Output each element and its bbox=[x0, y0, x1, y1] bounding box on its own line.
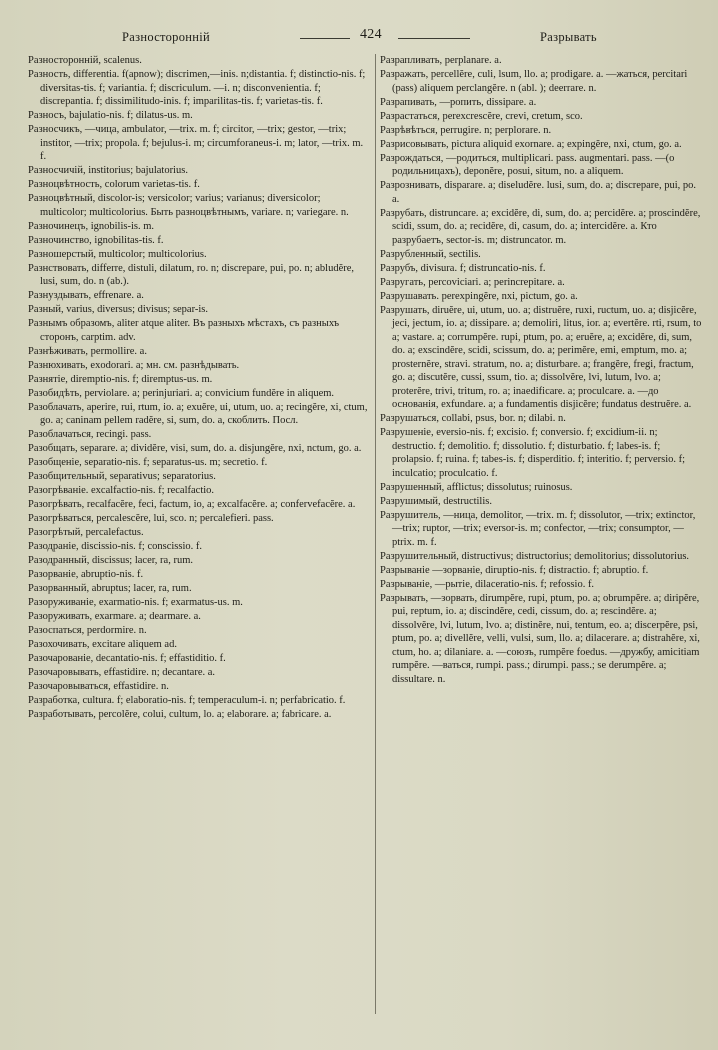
header-left-guide-word: Разносторонній bbox=[122, 30, 211, 44]
dictionary-entry: Разобщеніе, separatio-nis. f; separatus-us. m; secretio. f. bbox=[28, 457, 268, 468]
dictionary-entry: Разорваніе, abruptio-nis. f. bbox=[28, 569, 144, 580]
dictionary-entry: Разоруживать, exarmare. a; dearmare. a. bbox=[28, 611, 201, 622]
dictionary-entry: Разочаровывать, effastidire. n; decantare. a. bbox=[28, 667, 216, 678]
dictionary-entry: Разрубать, distruncare. a; excidĕre, di, sum, do. a; percidĕre. a; proscindĕre, scidi, ssum, do. a; recidĕre, di, casum, do. a; intercidĕre. a. Кто разрубаетъ, sector-is. m; distruncator. m. bbox=[380, 207, 701, 246]
dictionary-entry: Разный, varius, diversus; divisus; separ-is. bbox=[28, 304, 209, 315]
dictionary-entry: Разодраніе, discissio-nis. f; conscissio. f. bbox=[28, 541, 202, 552]
dictionary-entry: Разоблачать, aperire, rui, rtum, io. a; exuĕre, ui, utum, uo. a; recingĕre, xi, ctum, go. a; caninam pellem radĕre, si, sum, do. a, скоблить. Посл. bbox=[28, 401, 368, 426]
page-number: 424 bbox=[360, 27, 382, 42]
dictionary-entry: Разрушенный, afflictus; dissolutus; ruinosus. bbox=[380, 481, 573, 493]
dictionary-entry: Разодранный, discissus; lacer, ra, rum. bbox=[28, 555, 194, 566]
dictionary-entry: Разобидѣть, perviolare. a; perinjuriari. a; convicium fundĕre in aliquem. bbox=[28, 387, 335, 399]
dictionary-entry: Разочаровываться, effastidire. n. bbox=[28, 681, 169, 692]
dictionary-entry: Разнѣживать, permollire. a. bbox=[28, 345, 147, 357]
dictionary-entry: Разогрѣтый, percalefactus. bbox=[28, 527, 144, 538]
dictionary-entry: Разрознивать, disparare. a; diseludĕre. lusi, sum, do. a; discrepare, pui, po. a. bbox=[380, 180, 697, 205]
dictionary-entry: Разрапивать, —ропить, dissipare. a. bbox=[380, 96, 537, 108]
dictionary-entry: Разрывать, —зорвать, dirumpĕre, rupi, ptum, po. a; obrumpĕre. a; diripĕre, pui, reptum, io. a; discindĕre, cedi, cissum, do. a; rescindĕre. a; dissolvĕre, lvi, lutum, lvo. a; distinĕre, nui, tentum, eo. a; discerpĕre, psi, ptum, po. a; divellĕre, velli, vulsi, sum, llo. a; dilacerare. a; distrahĕre, xi, ctum, ho. a; dilaniare. a. —союзъ, rumpĕre foedus. —дружбу, amicitiam rumpĕre. —ваться, rumpi. pass.; dirumpi. pass.; se derumpĕre. a; dissultare. n. bbox=[380, 592, 700, 685]
dictionary-entry: Разрастаться, perexcrescĕre, crevi, cretum, sco. bbox=[380, 110, 583, 122]
dictionary-entry: Разоблачаться, recingi. pass. bbox=[28, 429, 152, 440]
dictionary-entry: Разнуздывать, effrenare. a. bbox=[28, 290, 144, 301]
dictionary-entry: Разносчичій, institorius; bajulatorius. bbox=[28, 165, 188, 176]
right-column bbox=[380, 54, 702, 687]
dictionary-entry: Разругать, percoviciari. a; perincrepitare. a. bbox=[380, 276, 565, 288]
dictionary-entry: Разрѣвѣться, perrugire. n; perplorare. n. bbox=[380, 124, 552, 136]
dictionary-entry: Разорванный, abruptus; lacer, ra, rum. bbox=[28, 583, 192, 594]
header-rule-right bbox=[398, 38, 470, 39]
dictionary-entry: Разрапливать, perplanare. a. bbox=[380, 55, 502, 66]
dictionary-entry: Разоспаться, perdormire. n. bbox=[28, 625, 147, 636]
dictionary-entry: Разрываніе, —рытіе, dilaceratio-nis. f; refossio. f. bbox=[380, 578, 595, 590]
dictionary-entry: Разносчикъ, —чица, ambulator, —trix. m. f; circitor, —trix; gestor, —trix; institor, —trix; propola. f; bejulus-i. m; circumforaneus-i. m; lator, —trix. m. f. bbox=[28, 124, 364, 162]
dictionary-entry: Разноцвѣтность, colorum varietas-tis. f. bbox=[28, 179, 200, 190]
left-column bbox=[28, 54, 368, 722]
dictionary-entry: Разнствовать, differre, distuli, dilatum, ro. n; discrepare, pui, po. n; abludĕre, lusi, sum, do. n (ab.). bbox=[28, 262, 355, 287]
dictionary-entry: Разрушеніе, eversio-nis. f; excisio. f; conversio. f; excidium-ii. n; destructio. f; demolitio. f; dissolutio. f; disturbatio. f; labes-is. f; prolapsio. f; ruina. f; tabes-is. f; disperditio. f; interitio. f; perversio. f; inculcatio; proculcatio. f. bbox=[380, 427, 686, 479]
dictionary-entry: Разноцвѣтный, discolor-is; versicolor; varius; varianus; diversicolor; multicolor; multicolorius. Быть разноцвѣтнымъ, variare. n; variegare. n. bbox=[28, 193, 349, 218]
dictionary-entry: Разрисовывать, pictura aliquid exornare. a; expingĕre, nxi, ctum, go. a. bbox=[380, 138, 682, 150]
dictionary-entry: Разнюхивать, exodorari. a; мн. см. разнѣдывать. bbox=[28, 359, 240, 371]
dictionary-entry: Разнятіе, diremptio-nis. f; diremptus-us. m. bbox=[28, 373, 213, 385]
dictionary-entry: Разочарованіе, decantatio-nis. f; effastiditio. f. bbox=[28, 653, 226, 664]
dictionary-entry: Разрываніе —зорваніе, diruptio-nis. f; distractio. f; abruptio. f. bbox=[380, 564, 649, 576]
header-rule-left bbox=[300, 38, 350, 39]
running-header bbox=[0, 27, 718, 46]
dictionary-entry: Разночинство, ignobilitas-tis. f. bbox=[28, 234, 164, 246]
header-right-guide-word: Разрывать bbox=[540, 30, 597, 44]
dictionary-entry: Разогрѣваніе. excalfactio-nis. f; recalfactio. bbox=[28, 485, 215, 496]
dictionary-entry: Разрубленный, sectilis. bbox=[380, 248, 481, 260]
dictionary-entry: Разрушительный, distructivus; distructorius; demolitorius; dissolutorius. bbox=[380, 550, 690, 562]
dictionary-entry: Разражать, percellĕre, culi, lsum, llo. a; prodigare. a. —жаться, percitari (pass) aliquem perclangĕre. n (abl. ); deerrare. n. bbox=[380, 69, 688, 94]
dictionary-entry: Разрушавать. perexpingĕre, nxi, pictum, go. a. bbox=[380, 290, 578, 302]
dictionary-entry: Разработка, cultura. f; elaboratio-nis. f; temperaculum-i. n; perfabricatio. f. bbox=[28, 695, 346, 706]
dictionary-entry: Разобщать, separare. a; dividĕre, visi, sum, do. a. disjungĕre, nxi, nctum, go. a. bbox=[28, 443, 362, 454]
dictionary-entry: Разохочивать, excitare aliquem ad. bbox=[28, 639, 177, 650]
dictionary-entry: Разрождаться, —родиться, multiplicari. pass. augmentari. pass. —(о родильницахъ), deponĕre, posui, situm, no. a aliquem. bbox=[380, 152, 675, 177]
dictionary-entry: Разносторонній, scalenus. bbox=[28, 55, 142, 66]
dictionary-entry: Разработывать, percolĕre, colui, cultum, lo. a; elaborare. a; fabricare. a. bbox=[28, 709, 332, 720]
dictionary-entry: Разрушитель, —ница, demolitor, —trix. m. f; dissolutor, —trix; extinctor, —trix; ruptor, —trix; eversor-is. m; confector, —trix; consumptor, —ptrix. m. f. bbox=[380, 509, 696, 548]
dictionary-entry: Разношерстый, multicolor; multicolorius. bbox=[28, 248, 207, 260]
dictionary-entry: Разночинецъ, ignobilis-is. m. bbox=[28, 220, 155, 232]
dictionary-entry: Разнымъ образомъ, aliter atque aliter. Въ разныхъ мѣстахъ, съ разныхъ сторонъ, carptim. adv. bbox=[28, 318, 340, 343]
dictionary-entry: Разность, differentia. f(apnow); discrimen,—inis. n;distantia. f; distinctio-nis. f; diversitas-tis. f; variantia. f; discriculum. —i. n; disconvenientia. f; discrepantia. f; dissimilitudo-inis. f; imparilitas-tis. f; varietas-tis. f. bbox=[28, 69, 366, 107]
dictionary-entry: Разоруживаніе, exarmatio-nis. f; exarmatus-us. m. bbox=[28, 597, 243, 608]
dictionary-entry: Разрушать, diruĕre, ui, utum, uo. a; distruĕre, ruxi, ructum, uo. a; disjicĕre, jeci, jectum, io. a; dissipare. a; demoliri, litus, ior. a; evertĕre. rti, rsum, to a; vastare. a; corrumpĕre. rupi, ptum, po. a; eruĕre, a; excidĕre, di, sum, do. a; exscindĕre, scidi, scissum, do. a; perimĕre, emi, emptum, mo. a; prosternĕre, stravi. stratum, no. a; disturbare. a; frangĕre, fregi, fractum, go. a; discutĕre, cussi, ssum, tio. a; dissolvĕre, lvi, lutum, lvo. a; proterĕre, trivi, tritum, ro. a; inaedificare. a; proculcare. a. —до основанія, exfundare. a; a fundamentis disjicĕre; fundatus destruĕre. a. bbox=[380, 304, 702, 410]
dictionary-entry: Разрушимый, destructilis. bbox=[380, 495, 492, 507]
dictionary-entry: Разрушаться, collabi, psus, bor. n; dilabi. n. bbox=[380, 413, 566, 424]
dictionary-entry: Разрубъ, divisura. f; distruncatio-nis. f. bbox=[380, 262, 546, 274]
dictionary-entry: Разносъ, bajulatio-nis. f; dilatus-us. m. bbox=[28, 110, 193, 121]
dictionary-entry: Разобщительный, separativus; separatorius. bbox=[28, 471, 216, 482]
dictionary-entry: Разогрѣвать, recalfacĕre, feci, factum, io, a; excalfacĕre. a; confervefacĕre. a. bbox=[28, 499, 356, 510]
dictionary-entry: Разогрѣваться, percalescĕre, lui, sco. n; percalefieri. pass. bbox=[28, 513, 274, 524]
